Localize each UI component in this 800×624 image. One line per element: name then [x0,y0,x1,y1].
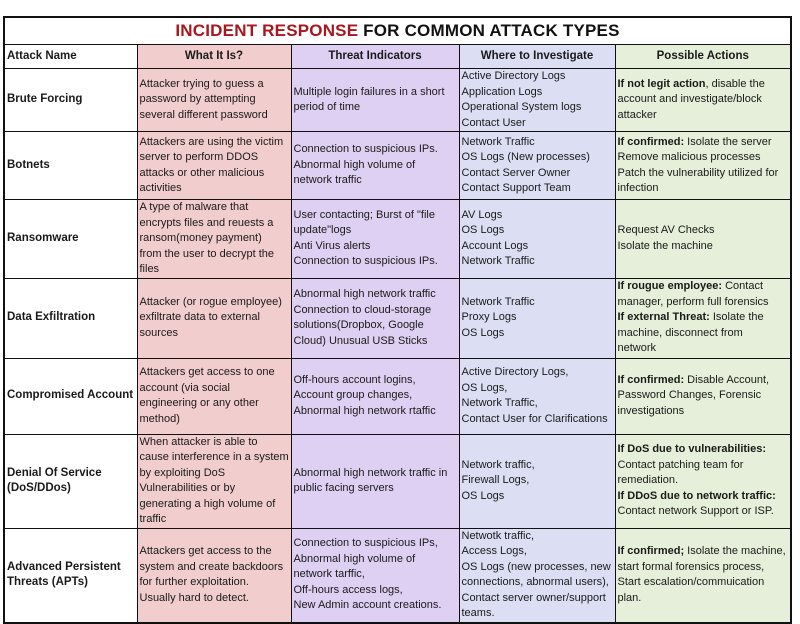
threat-indicator-line: Connection to suspicious IPs, [293,537,438,550]
action-line [618,295,789,311]
threat-indicator-line: Anti Virus alerts [293,239,371,252]
investigate-source-line: OS Logs (New processes) [461,151,590,163]
action-line [618,326,789,342]
header-threat-indicators: Threat Indicators [291,45,459,69]
action-text: plan. [617,591,642,604]
header-attack-name: Attack Name [4,45,137,69]
action-line [618,373,789,389]
what-it-is-line: Attackers are using the victim [139,135,284,148]
action-text: Request AV Checks [617,224,715,237]
action-text: manager, perform full forensics [617,295,769,308]
attack-name [4,434,137,528]
action-line [618,181,789,197]
what-it-is-cell [137,69,291,132]
action-text: machine, disconnect from [617,326,743,339]
attack-name-text: Compromised Account [7,389,134,402]
threat-indicator-line: period of time [293,101,361,113]
what-it-is-line: method) [139,412,180,425]
what-it-is-line: ransom(money payment) [139,232,262,244]
action-line [618,341,789,357]
what-it-is-line: system and create backdoors [139,560,284,573]
action-text: , disable the [705,77,765,90]
what-it-is-line: by exploiting DoS [139,466,226,479]
possible-actions-cell [615,69,791,132]
action-line [618,166,789,182]
action-text: Patch the vulnerability utilized for [617,166,779,179]
threat-indicator-line: New Admin account creations. [293,599,442,612]
threat-indicator-line: network tarffic, [293,568,365,581]
what-it-is-line: for further exploitation. [139,576,249,588]
what-it-is-line: files [139,263,160,275]
investigate-source-line: Contact server owner/support [461,591,606,604]
action-condition: If rougue employee: [617,280,723,293]
what-it-is-line: When attacker is able to [139,435,258,448]
what-it-is-line: exfiltrate data to external [139,311,260,324]
action-condition: If confirmed; [617,545,685,557]
header-where-to-investigate: Where to Investigate [459,45,615,69]
threat-indicator-line: Multiple login failures in a short [293,85,445,98]
action-line [618,388,789,404]
threat-indicators-cell [291,528,459,623]
investigate-source-line: Access Logs, [461,545,527,557]
investigate-source-line: connections, abnormal users), [461,576,609,588]
attack-name [4,132,137,200]
what-it-is-cell [137,358,291,434]
table-row [4,132,791,200]
action-condition: If confirmed: [617,373,685,386]
investigate-source-line: OS Logs [461,224,505,237]
what-it-is-line: Attacker (or rogue employee) [139,295,282,308]
investigate-source-line: Active Directory Logs [461,70,566,82]
threat-indicator-line: Abnormal high network traffic [293,288,436,300]
incident-response-table [3,16,792,624]
action-line [618,489,789,505]
what-it-is-line: several different password [139,108,268,121]
attack-name-text: Data Exfiltration [7,311,96,324]
title-highlight: INCIDENT RESPONSE [175,21,359,41]
what-it-is-cell [137,528,291,623]
action-condition: If DoS due to vulnerabilities: [617,443,767,456]
what-it-is-line: activities [139,182,182,194]
threat-indicators-cell [291,278,459,358]
possible-actions-cell [615,278,791,358]
attack-name [4,200,137,279]
attack-name [4,278,137,358]
investigate-source-line: OS Logs [461,489,505,502]
threat-indicator-line: Cloud) Unusual USB Sticks [293,334,428,347]
action-condition: If not legit action [617,77,706,90]
action-line [618,473,789,489]
action-text: account and investigate/block [617,93,762,106]
action-text: Isolate the server [684,135,772,148]
investigate-source-line: Netwotk traffic, [461,529,535,542]
what-it-is-line: Attackers get access to one [139,366,275,378]
where-to-investigate-cell [459,434,615,528]
what-it-is-line: Usually hard to detect. [139,591,249,604]
header-what-it-is: What It Is? [137,45,291,69]
what-it-is-cell [137,278,291,358]
action-text: Remove malicious processes [617,151,761,163]
table-row [4,528,791,623]
action-line [618,404,789,420]
where-to-investigate-cell [459,69,615,132]
attack-name [4,69,137,132]
table-row [4,69,791,132]
threat-indicator-line: Connection to suspicious IPs. [293,143,438,156]
action-text: Isolate the machine, [684,545,786,557]
threat-indicator-line: User contacting; Burst of "file [293,208,435,221]
threat-indicator-line: Account group changes, [293,389,413,402]
threat-indicators-cell [291,69,459,132]
action-line [618,150,789,166]
attack-name-text: Botnets [7,158,50,171]
investigate-source-line: Account Logs [461,239,529,252]
investigate-source-line: teams. [461,607,495,619]
title-rest: FOR COMMON ATTACK TYPES [358,21,620,41]
investigate-source-line: Network traffic, [461,458,535,471]
threat-indicator-line: Abnormal high network rtaffic [293,404,436,417]
action-text: Contact network Support or ISP. [617,505,774,518]
action-line [618,77,789,93]
action-line [618,108,789,124]
action-text: Contact [722,280,763,293]
action-text: Disable Account, [684,373,770,386]
threat-indicator-line: network traffic [293,174,362,187]
investigate-source-line: Operational System logs [461,101,582,113]
possible-actions-cell [615,528,791,623]
possible-actions-cell [615,132,791,200]
threat-indicator-line: Off-hours access logs, [293,583,403,596]
table-row [4,358,791,434]
investigate-source-line: Active Directory Logs, [461,366,569,378]
threat-indicators-cell [291,434,459,528]
threat-indicator-line: update"logs [293,224,352,237]
where-to-investigate-cell [459,200,615,279]
what-it-is-line: password by attempting [139,93,256,106]
action-text: infection [617,182,659,194]
what-it-is-cell [137,132,291,200]
threat-indicator-line: Connection to suspicious IPs. [293,255,438,268]
what-it-is-line: from the user to decrypt the [139,247,275,260]
action-line [618,135,789,151]
table-row [4,434,791,528]
threat-indicator-line: Off-hours account logins, [293,373,416,386]
attack-name [4,528,137,623]
threat-indicators-cell [291,132,459,200]
attack-name-line: (DoS/DDos) [7,482,71,494]
investigate-source-line: Contact Server Owner [461,166,571,179]
action-text: Isolate the [709,311,764,324]
what-it-is-line: generating a high volume of [139,497,276,510]
what-it-is-line: engineering or any other [139,397,259,409]
what-it-is-line: account (via social [139,381,230,394]
action-line [618,279,789,295]
investigate-source-line: OS Logs (new processes, new [461,560,611,573]
action-text: Contact patching team for [617,458,744,471]
header-possible-actions: Possible Actions [615,45,791,69]
attack-name [4,358,137,434]
header-row [4,45,791,69]
action-line [618,239,789,255]
where-to-investigate-cell [459,132,615,200]
action-line [618,544,789,560]
action-line [618,223,789,239]
where-to-investigate-cell [459,358,615,434]
action-text: Isolate the machine [617,239,713,252]
investigate-source-line: AV Logs [461,208,503,221]
attack-name-text: Brute Forcing [7,93,83,106]
what-it-is-line: traffic [139,513,167,525]
investigate-source-line: OS Logs [461,326,505,339]
possible-actions-cell [615,358,791,434]
threat-indicator-line: Connection to cloud-storage [293,303,432,316]
threat-indicators-cell [291,200,459,279]
what-it-is-line: A type of malware that [139,201,249,213]
threat-indicator-line: Abnormal high network traffic in [293,466,448,479]
threat-indicators-cell [291,358,459,434]
action-text: Start escalation/commuication [617,576,765,588]
investigate-source-line: Proxy Logs [461,311,517,324]
action-text: remediation. [617,474,679,487]
possible-actions-cell [615,200,791,279]
what-it-is-line: encrypts files and reuests a [139,216,274,229]
attack-name-line: Threats (APTs) [7,576,88,588]
table-row [4,200,791,279]
investigate-source-line: OS Logs, [461,381,508,394]
threat-indicator-line: Abnormal high volume of [293,158,416,171]
attack-name-line: Advanced Persistent [7,560,121,573]
what-it-is-line: Attacker trying to guess a [139,77,264,90]
where-to-investigate-cell [459,278,615,358]
action-line [618,560,789,576]
table-row [4,278,791,358]
what-it-is-line: Vulnerabilities or by [139,482,236,494]
threat-indicator-line: solutions(Dropbox, Google [293,319,424,331]
action-text: investigations [617,404,685,417]
threat-indicator-line: public facing servers [293,482,394,494]
table-title [4,17,791,45]
action-line [618,442,789,458]
what-it-is-line: sources [139,326,179,339]
action-condition: If confirmed: [617,135,685,148]
investigate-source-line: Firewall Logs, [461,474,530,487]
action-line [618,591,789,607]
attack-name-line: Denial Of Service [7,466,102,479]
action-line [618,575,789,591]
action-text: start formal forensics process, [617,560,765,573]
threat-indicator-line: Abnormal high volume of [293,552,416,565]
possible-actions-cell [615,434,791,528]
what-it-is-line: Attackers get access to the [139,545,272,557]
action-text: network [617,342,657,355]
action-line [618,310,789,326]
investigate-source-line: Contact User for Clarifications [461,412,608,425]
what-it-is-line: attacks or other malicious [139,166,265,179]
what-it-is-line: cause interference in a system [139,451,289,463]
investigate-source-line: Network Traffic [461,255,535,268]
action-condition: If external Threat: [617,311,710,324]
what-it-is-cell [137,200,291,279]
attack-name-text: Ransomware [7,232,79,244]
action-text: attacker [617,108,657,121]
investigate-source-line: Network Traffic, [461,397,538,409]
investigate-source-line: Contact User [461,116,526,129]
investigate-source-line: Network Traffic [461,295,535,308]
action-condition: If DDoS due to network traffic: [617,489,776,502]
where-to-investigate-cell [459,528,615,623]
action-line [618,92,789,108]
investigate-source-line: Application Logs [461,85,543,98]
what-it-is-cell [137,434,291,528]
action-line [618,458,789,474]
action-text: Password Changes, Forensic [617,389,762,402]
action-line [618,504,789,520]
investigate-source-line: Network Traffic [461,135,535,148]
what-it-is-line: server to perform DDOS [139,151,259,163]
investigate-source-line: Contact Support Team [461,182,571,194]
